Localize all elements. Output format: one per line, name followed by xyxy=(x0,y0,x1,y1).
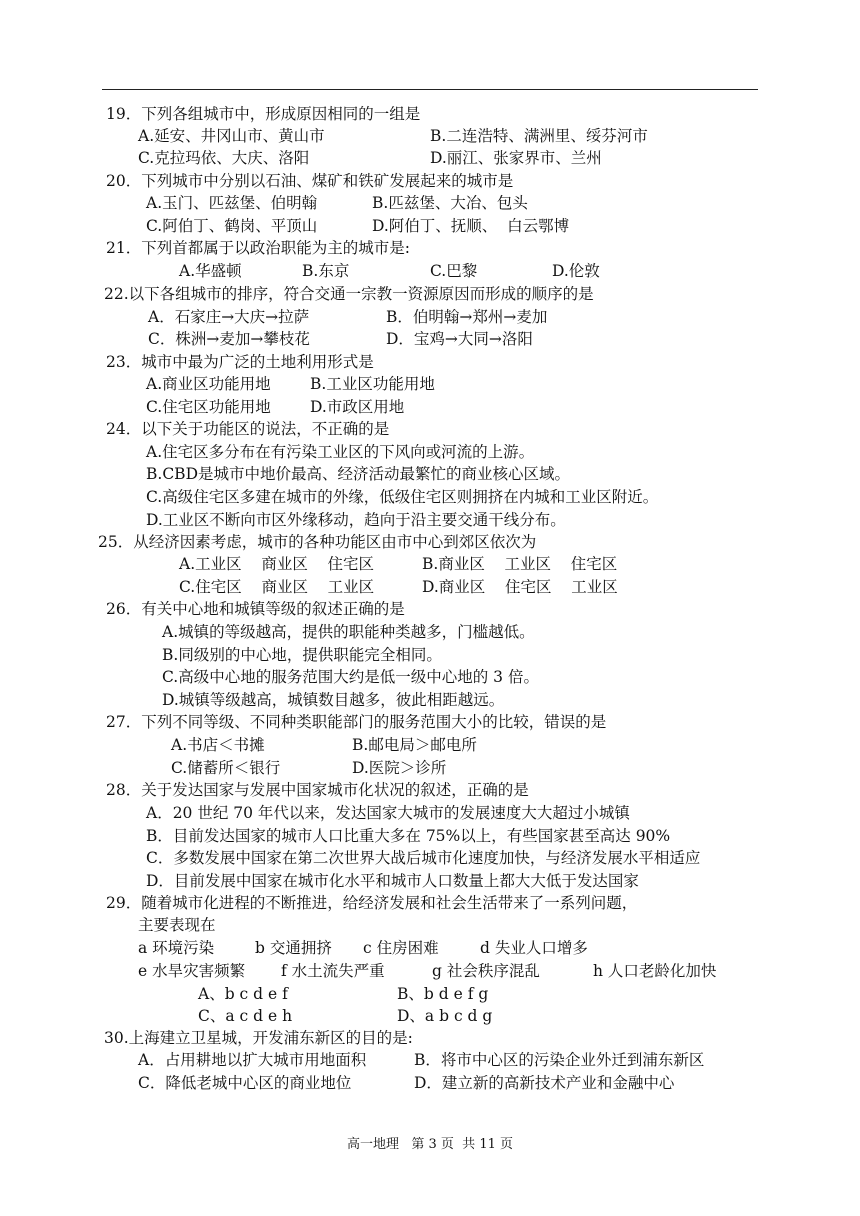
question-21-option-c: C.巴黎 xyxy=(430,262,478,280)
question-27-option-c: C.储蓄所＜银行 xyxy=(171,759,281,777)
question-25-option-a: A.工业区 商业区 住宅区 xyxy=(179,555,375,573)
question-30-option-b: B．将市中心区的污染企业外迁到浦东新区 xyxy=(414,1051,705,1069)
question-25-option-d: D.商业区 住宅区 工业区 xyxy=(422,578,618,596)
question-28-option-d: D．目前发展中国家在城市化水平和城市人口数量上都大大低于发达国家 xyxy=(146,872,639,890)
header-rule xyxy=(102,89,758,90)
question-22-option-c: C．株洲→麦加→攀枝花 xyxy=(148,330,310,348)
question-20-stem: 20．下列城市中分别以石油、煤矿和铁矿发展起来的城市是 xyxy=(106,172,514,190)
question-28-stem: 28．关于发达国家与发展中国家城市化状况的叙述，正确的是 xyxy=(106,781,529,799)
question-30-stem: 30.上海建立卫星城，开发浦东新区的目的是: xyxy=(104,1029,413,1047)
question-30-option-c: C．降低老城中心区的商业地位 xyxy=(138,1074,352,1092)
question-29-item-h: h 人口老龄化加快 xyxy=(593,962,717,980)
question-19-option-d: D.丽江、张家界市、兰州 xyxy=(430,149,602,167)
question-29-stem-continued: 主要表现在 xyxy=(138,916,216,934)
question-26-option-d: D.城镇等级越高，城镇数目越多，彼此相距越远。 xyxy=(162,691,505,709)
question-19-option-b: B.二连浩特、满洲里、绥芬河市 xyxy=(430,127,648,145)
question-20-option-c: C.阿伯丁、鹤岗、平顶山 xyxy=(146,217,318,235)
question-24-option-b: B.CBD是城市中地价最高、经济活动最繁忙的商业核心区域。 xyxy=(146,465,570,483)
question-21-option-b: B.东京 xyxy=(302,262,350,280)
question-21-stem: 21．下列首都属于以政治职能为主的城市是: xyxy=(106,239,410,257)
question-22-stem: 22.以下各组城市的排序，符合交通一宗教一资源原因而形成的顺序的是 xyxy=(104,285,594,303)
question-29-option-b: B、b d e f g xyxy=(397,985,489,1003)
question-20-option-d: D.阿伯丁、抚顺、 白云鄂博 xyxy=(372,217,570,235)
question-29-item-d: d 失业人口增多 xyxy=(480,939,588,957)
question-24-stem: 24．以下关于功能区的说法，不正确的是 xyxy=(106,420,390,438)
question-24-option-d: D.工业区不断向市区外缘移动，趋向于沿主要交通干线分布。 xyxy=(146,511,566,529)
question-25-option-c: C.住宅区 商业区 工业区 xyxy=(179,578,375,596)
question-23-option-d: D.市政区用地 xyxy=(310,398,405,416)
question-23-option-a: A.商业区功能用地 xyxy=(146,375,271,393)
question-25-stem: 25．从经济因素考虑，城市的各种功能区由市中心到郊区依次为 xyxy=(98,533,537,551)
question-29-item-a: a 环境污染 xyxy=(138,939,215,957)
question-29-stem: 29．随着城市化进程的不断推进，给经济发展和社会生活带来了一系列问题， xyxy=(106,894,638,912)
question-29-option-d: D、a b c d g xyxy=(397,1007,493,1025)
question-27-option-d: D.医院＞诊所 xyxy=(352,759,447,777)
question-23-stem: 23．城市中最为广泛的土地利用形式是 xyxy=(106,353,374,371)
question-27-option-a: A.书店＜书摊 xyxy=(171,736,265,754)
question-19-stem: 19．下列各组城市中，形成原因相同的一组是 xyxy=(106,105,421,123)
question-21-option-d: D.伦敦 xyxy=(552,262,600,280)
question-29-item-e: e 水旱灾害频繁 xyxy=(138,962,246,980)
question-22-option-a: A．石家庄→大庆→拉萨 xyxy=(148,308,310,326)
question-29-item-g: g 社会秩序混乱 xyxy=(432,962,540,980)
question-21-option-a: A.华盛顿 xyxy=(179,262,242,280)
question-22-option-b: B．伯明翰→郑州→麦加 xyxy=(386,308,548,326)
question-19-option-a: A.延安、井冈山市、黄山市 xyxy=(138,127,325,145)
question-20-option-a: A.玉门、匹兹堡、伯明翰 xyxy=(146,194,318,212)
question-23-option-c: C.住宅区功能用地 xyxy=(146,398,271,416)
question-26-option-c: C.高级中心地的服务范围大约是低一级中心地的 3 倍。 xyxy=(162,668,539,686)
question-29-item-b: b 交通拥挤 xyxy=(255,939,332,957)
question-26-option-a: A.城镇的等级越高，提供的职能种类越多，门槛越低。 xyxy=(162,623,535,641)
question-27-stem: 27．下列不同等级、不同种类职能部门的服务范围大小的比较，错误的是 xyxy=(106,713,607,731)
question-26-stem: 26．有关中心地和城镇等级的叙述正确的是 xyxy=(106,600,405,618)
question-22-option-d: D．宝鸡→大同→洛阳 xyxy=(386,330,533,348)
question-20-option-b: B.匹兹堡、大冶、包头 xyxy=(372,194,528,212)
question-27-option-b: B.邮电局＞邮电所 xyxy=(352,736,477,754)
question-29-item-f: f 水土流失严重 xyxy=(281,962,385,980)
question-30-option-a: A．占用耕地以扩大城市用地面积 xyxy=(138,1051,367,1069)
page-footer: 高一地理 第 3 页 共 11 页 xyxy=(346,1137,513,1152)
question-26-option-b: B.同级别的中心地，提供职能完全相同。 xyxy=(162,646,442,664)
question-28-option-c: C．多数发展中国家在第二次世界大战后城市化速度加快，与经济发展水平相适应 xyxy=(146,849,701,867)
question-29-option-c: C、a c d e h xyxy=(198,1007,293,1025)
question-28-option-a: A．20 世纪 70 年代以来，发达国家大城市的发展速度大大超过小城镇 xyxy=(146,804,630,822)
question-29-item-c: c 住房困难 xyxy=(363,939,439,957)
question-24-option-c: C.高级住宅区多建在城市的外缘，低级住宅区则拥挤在内城和工业区附近。 xyxy=(146,488,659,506)
question-23-option-b: B.工业区功能用地 xyxy=(310,375,435,393)
question-19-option-c: C.克拉玛依、大庆、洛阳 xyxy=(138,149,310,167)
question-30-option-d: D．建立新的高新技术产业和金融中心 xyxy=(414,1074,675,1092)
question-29-option-a: A、b c d e f xyxy=(198,985,288,1003)
question-24-option-a: A.住宅区多分布在有污染工业区的下风向或河流的上游。 xyxy=(146,443,535,461)
question-28-option-b: B．目前发达国家的城市人口比重大多在 75%以上，有些国家甚至高达 90% xyxy=(146,827,671,845)
question-25-option-b: B.商业区 工业区 住宅区 xyxy=(422,555,618,573)
